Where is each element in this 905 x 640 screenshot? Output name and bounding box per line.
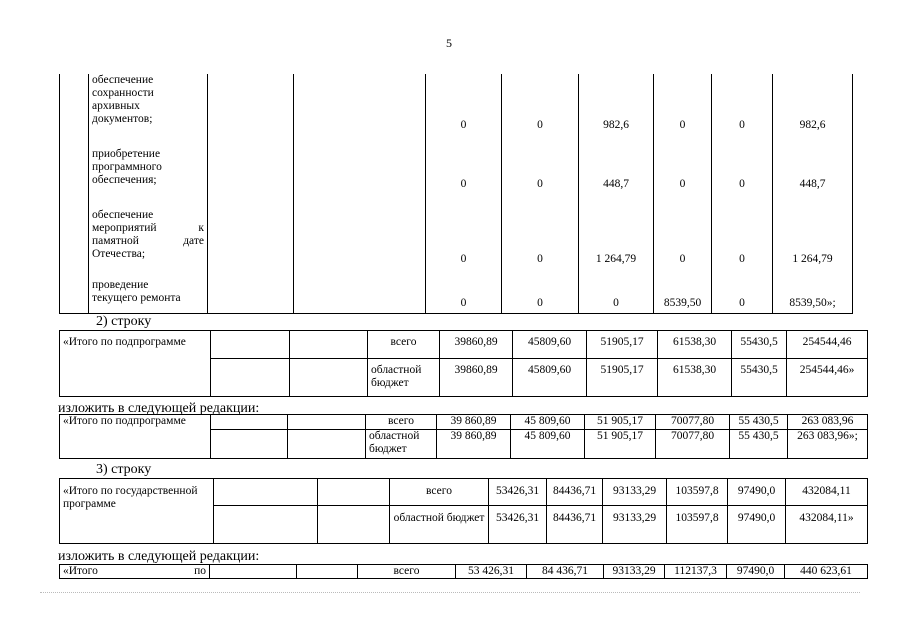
row-kind: областной бюджет — [368, 359, 440, 397]
table-cell — [214, 506, 318, 544]
value: 0 — [679, 119, 686, 131]
value: 45 809,60 — [511, 430, 585, 459]
value: 0 — [679, 178, 686, 190]
value: 84436,71 — [547, 506, 603, 544]
table-cell — [210, 565, 297, 579]
value: 51 905,17 — [585, 430, 656, 459]
value: 97490,0 — [728, 479, 786, 506]
value: 93133,29 — [603, 506, 667, 544]
table-cell — [288, 430, 366, 459]
value-column — [654, 74, 712, 313]
value: 53426,31 — [489, 479, 547, 506]
value: 1 264,79 — [595, 253, 637, 265]
value: 103597,8 — [667, 506, 728, 544]
table-cell-labels — [89, 74, 208, 313]
value: 8539,50»; — [789, 297, 836, 309]
value: 97490,0 — [728, 506, 786, 544]
page-number: 5 — [446, 36, 452, 50]
row-name — [60, 565, 210, 579]
item-label: проведение текущего ремонта — [92, 279, 181, 304]
value: 448,7 — [799, 178, 826, 190]
value: 45809,60 — [513, 359, 587, 397]
table-cell — [294, 74, 426, 313]
value: 0 — [460, 119, 467, 131]
value: 448,7 — [603, 178, 629, 190]
table-cell — [290, 331, 368, 359]
table-cell — [211, 331, 290, 359]
value: 51 905,17 — [585, 415, 656, 430]
value: 0 — [739, 297, 745, 309]
value: 0 — [739, 119, 745, 131]
value-column — [502, 74, 579, 313]
value: 39 860,89 — [437, 415, 511, 430]
table-program-new — [59, 564, 868, 579]
value: 55430,5 — [732, 359, 787, 397]
item-label: приобретение программного обеспечения; — [92, 148, 162, 186]
value: 0 — [460, 297, 467, 309]
value: 432084,11 — [786, 479, 868, 506]
value: 982,6 — [603, 119, 629, 131]
value: 432084,11» — [786, 506, 868, 544]
table-cell — [211, 430, 288, 459]
value: 39860,89 — [440, 359, 513, 397]
value: 0 — [537, 253, 543, 265]
value: 51905,17 — [587, 331, 658, 359]
value: 93133,29 — [604, 565, 665, 579]
row-kind: областной бюджет — [390, 506, 489, 544]
value: 45809,60 — [513, 331, 587, 359]
row-kind: всего — [366, 415, 437, 430]
value: 112137,3 — [665, 565, 727, 579]
row-kind: областной бюджет — [366, 430, 437, 459]
value: 39860,89 — [440, 331, 513, 359]
table-cell — [208, 74, 294, 313]
value: 97490,0 — [727, 565, 785, 579]
value: 0 — [679, 253, 686, 265]
row-kind: всего — [390, 479, 489, 506]
row-kind: всего — [358, 565, 456, 579]
row-name-left: «Итого — [63, 565, 98, 577]
item-label: обеспечение мероприятий к памятной дате Отечества; — [92, 209, 204, 260]
value: 103597,8 — [667, 479, 728, 506]
value: 0 — [739, 178, 745, 190]
value: 0 — [739, 253, 745, 265]
item-label: обеспечение сохранности архивных документов; — [92, 74, 154, 125]
value: 254544,46» — [787, 359, 868, 397]
row-name: «Итого по подпрограмме — [60, 415, 211, 459]
section-heading: изложить в следующей редакции: — [58, 401, 260, 416]
table-items — [59, 74, 853, 314]
value: 8539,50 — [663, 297, 702, 309]
table-subprogram-new — [59, 414, 868, 459]
value: 55 430,5 — [730, 415, 788, 430]
row-name: «Итого по государственной программе — [60, 479, 214, 544]
value: 45 809,60 — [511, 415, 585, 430]
row-name: «Итого по подпрограмме — [60, 331, 211, 397]
value: 263 083,96 — [788, 415, 868, 430]
value-column — [426, 74, 502, 313]
value: 0 — [613, 297, 619, 309]
table-cell — [214, 479, 318, 506]
value-column — [712, 74, 773, 313]
row-kind: всего — [368, 331, 440, 359]
value: 254544,46 — [787, 331, 868, 359]
value: 61538,30 — [658, 359, 732, 397]
table-cell — [211, 415, 288, 430]
value: 39 860,89 — [437, 430, 511, 459]
table-subprogram-old — [59, 330, 868, 397]
section-heading: 3) строку — [96, 462, 152, 477]
table-cell — [318, 479, 390, 506]
table-cell — [318, 506, 390, 544]
value: 84436,71 — [547, 479, 603, 506]
value: 263 083,96»; — [788, 430, 868, 459]
value: 982,6 — [799, 119, 826, 131]
value: 1 264,79 — [792, 253, 833, 265]
value: 0 — [537, 119, 543, 131]
value: 440 623,61 — [785, 565, 868, 579]
value: 70077,80 — [656, 415, 730, 430]
value-column — [579, 74, 654, 313]
table-cell — [288, 415, 366, 430]
value: 0 — [537, 297, 543, 309]
page-bottom-dotted-line — [40, 592, 860, 593]
value: 55430,5 — [732, 331, 787, 359]
section-heading: 2) строку — [96, 314, 152, 329]
table-cell — [60, 74, 89, 313]
value: 84 436,71 — [527, 565, 604, 579]
value: 61538,30 — [658, 331, 732, 359]
value-column — [773, 74, 853, 313]
value: 55 430,5 — [730, 430, 788, 459]
section-heading: изложить в следующей редакции: — [58, 549, 260, 564]
value: 0 — [460, 253, 467, 265]
value: 0 — [460, 178, 467, 190]
table-cell — [290, 359, 368, 397]
value: 93133,29 — [603, 479, 667, 506]
table-program-old — [59, 478, 868, 544]
table-cell — [297, 565, 358, 579]
value: 53 426,31 — [456, 565, 527, 579]
value: 0 — [537, 178, 543, 190]
value: 70077,80 — [656, 430, 730, 459]
value: 53426,31 — [489, 506, 547, 544]
table-cell — [211, 359, 290, 397]
row-name-right: по — [194, 565, 206, 577]
value: 51905,17 — [587, 359, 658, 397]
